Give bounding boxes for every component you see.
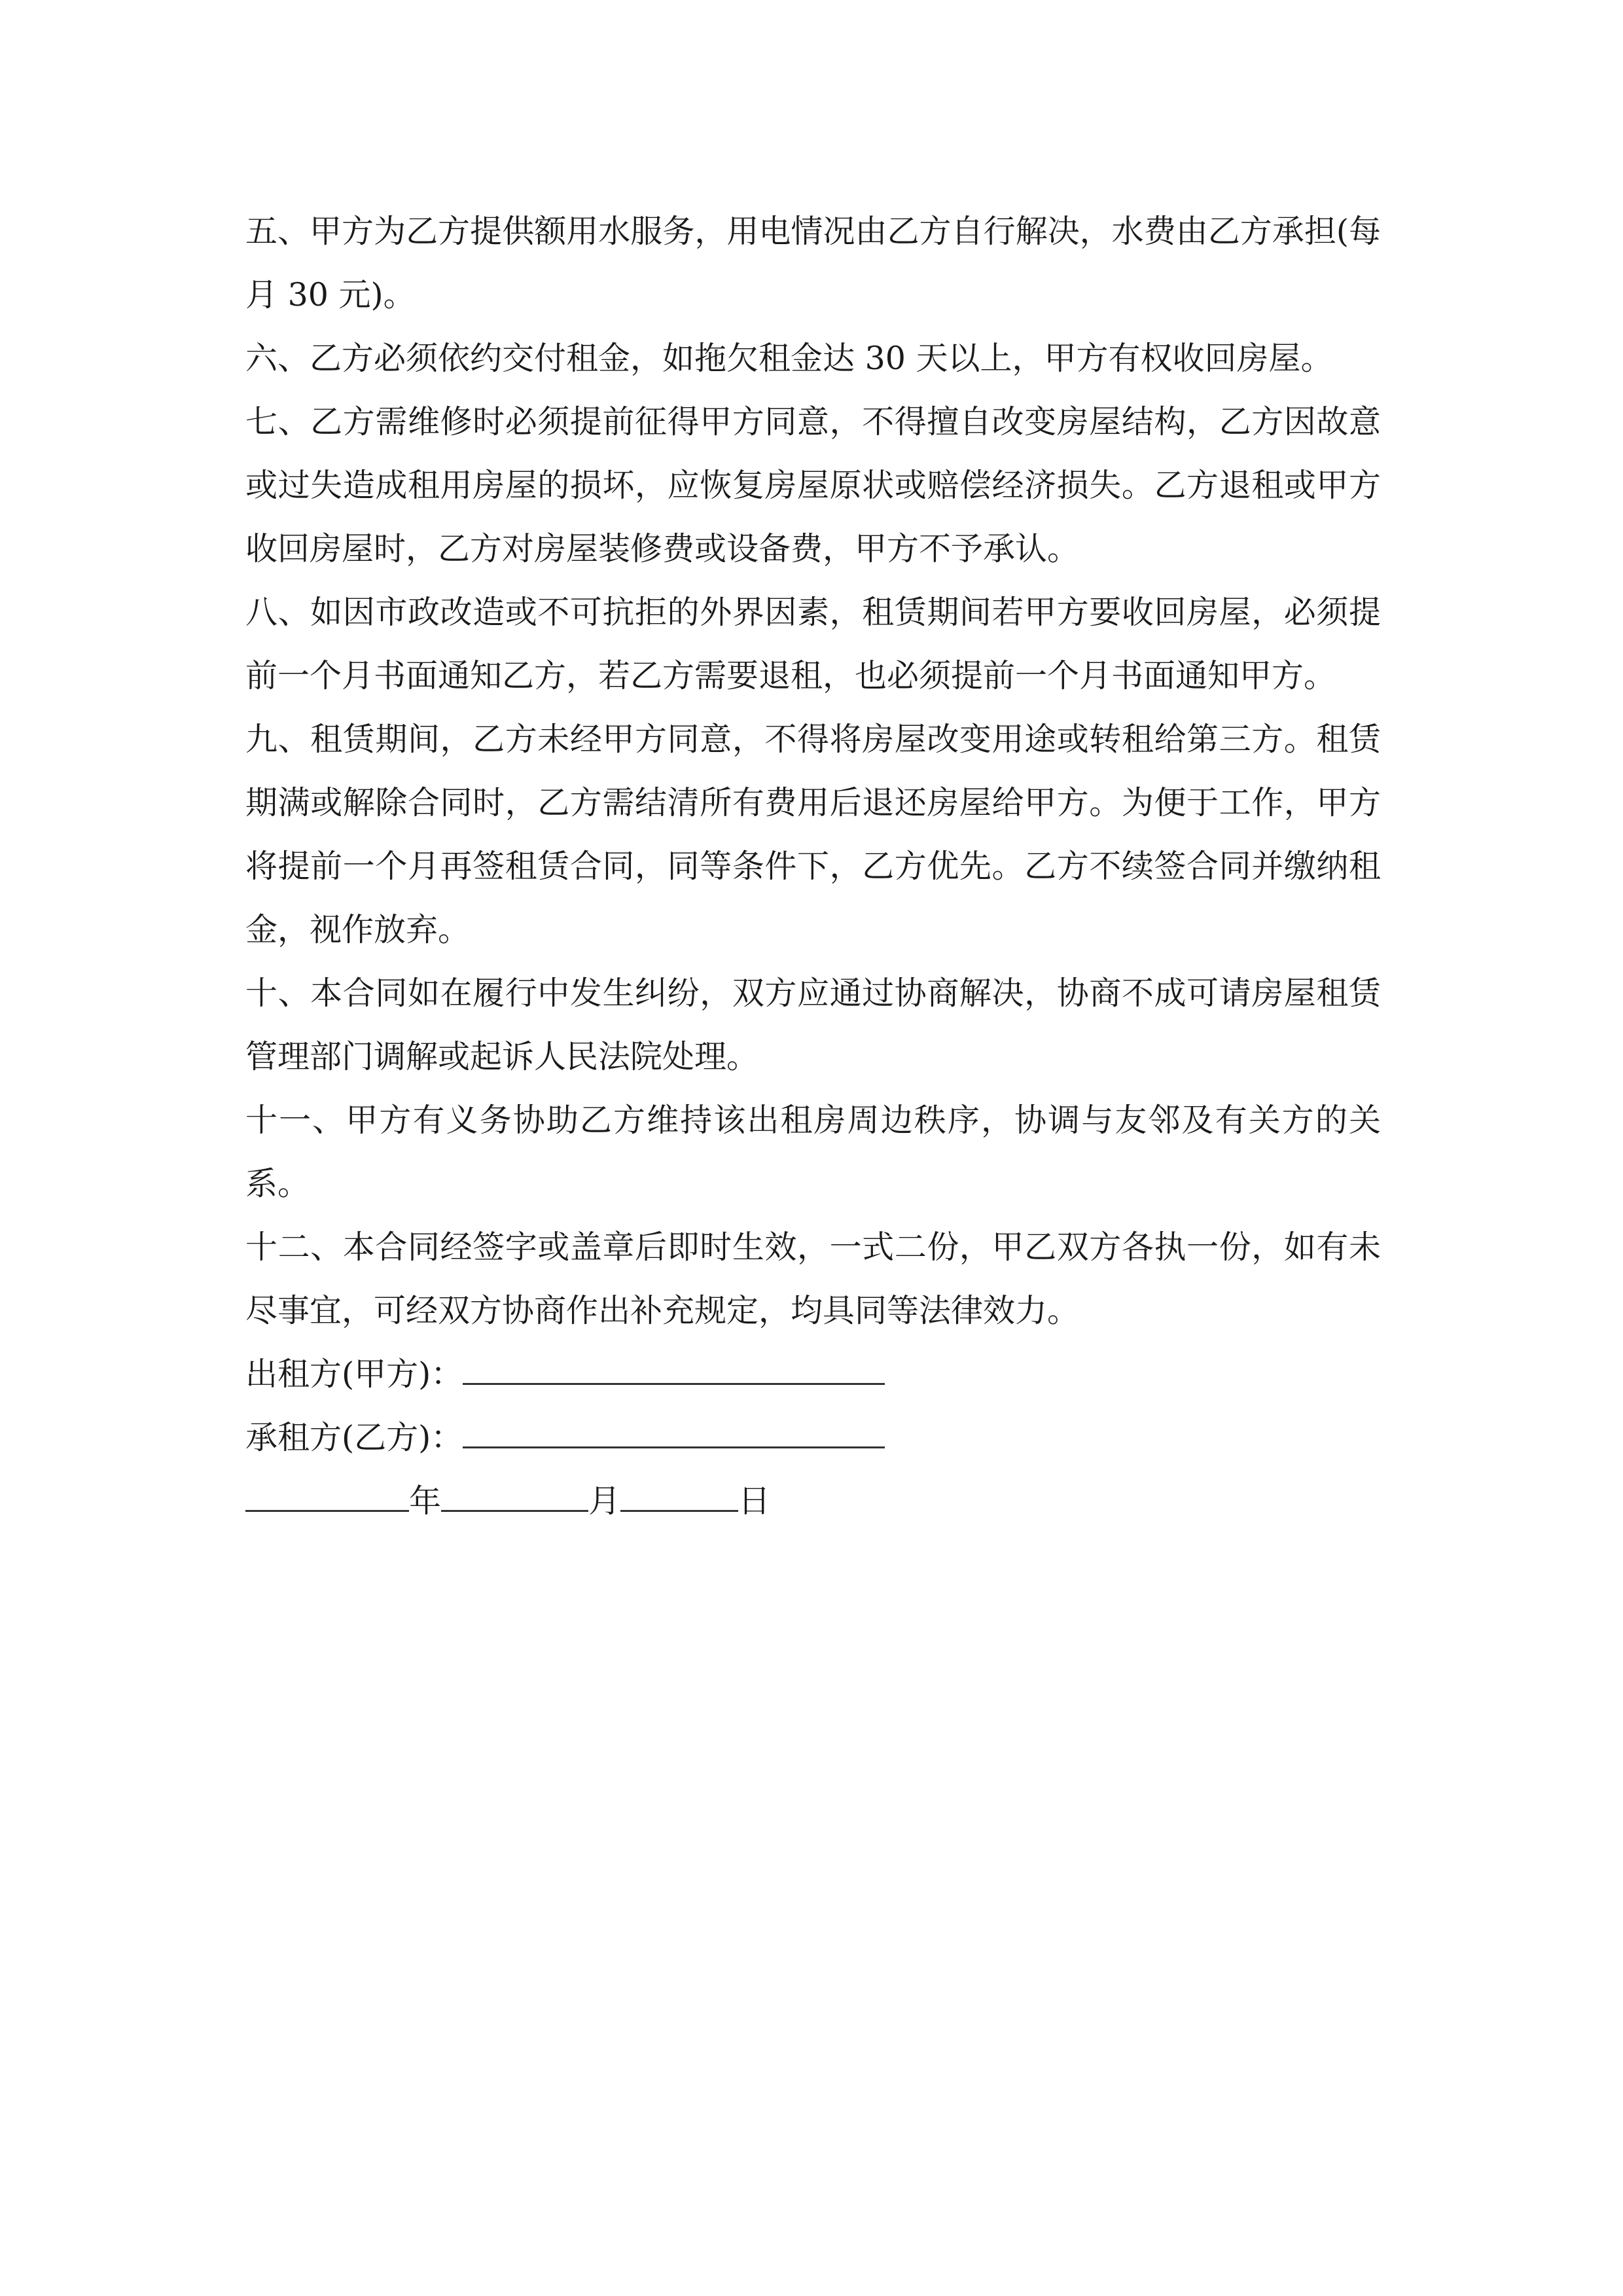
- lessee-signature-blank: [463, 1407, 885, 1448]
- clause-6: 六、乙方必须依约交付租金，如拖欠租金达 30 天以上，甲方有权收回房屋。: [245, 340, 1333, 377]
- contract-body: [245, 200, 1381, 1533]
- lessor-label: 出租方(甲方)：: [245, 1355, 463, 1393]
- lessor-signature-line: [245, 1342, 1381, 1406]
- lessor-signature-blank: [463, 1344, 885, 1385]
- year-label: 年: [409, 1482, 442, 1520]
- day-label: 日: [738, 1482, 771, 1520]
- month-label: 月: [588, 1482, 621, 1520]
- clause-10: 十、本合同如在履行中发生纠纷，双方应通过协商解决，协商不成可请房屋租赁管理部门调解或起诉人民法院处理。: [245, 975, 1381, 1075]
- clause-5: 五、甲方为乙方提供额用水服务，用电情况由乙方自行解决，水费由乙方承担(每月 30 元)。: [245, 213, 1381, 314]
- clause-8: 八、如因市政改造或不可抗拒的外界因素，租赁期间若甲方要收回房屋，必须提前一个月书面通知乙方，若乙方需要退租，也必须提前一个月书面通知甲方。: [245, 594, 1381, 694]
- clause-7: 七、乙方需维修时必须提前征得甲方同意，不得擅自改变房屋结构，乙方因故意或过失造成租用房屋的损坏，应恢复房屋原状或赔偿经济损失。乙方退租或甲方收回房屋时，乙方对房屋装修费或设备费，甲方不予承认。: [245, 403, 1381, 567]
- clause-12: 十二、本合同经签字或盖章后即时生效，一式二份，甲乙双方各执一份，如有未尽事宜，可经双方协商作出补充规定，均具同等法律效力。: [245, 1229, 1381, 1329]
- clause-9: 九、租赁期间，乙方未经甲方同意，不得将房屋改变用途或转租给第三方。租赁期满或解除合同时，乙方需结清所有费用后退还房屋给甲方。为便于工作，甲方将提前一个月再签租赁合同，同等条件下，乙方优先。乙方不续签合同并缴纳租金，视作放弃。: [245, 721, 1381, 948]
- lessee-signature-line: [245, 1406, 1381, 1469]
- clause-11: 十一、甲方有义务协助乙方维持该出租房周边秩序，协调与友邻及有关方的关系。: [245, 1102, 1381, 1202]
- month-blank: [441, 1471, 588, 1512]
- year-blank: [245, 1471, 409, 1512]
- date-line: [245, 1469, 1381, 1533]
- day-blank: [620, 1471, 738, 1512]
- lessee-label: 承租方(乙方)：: [245, 1419, 463, 1456]
